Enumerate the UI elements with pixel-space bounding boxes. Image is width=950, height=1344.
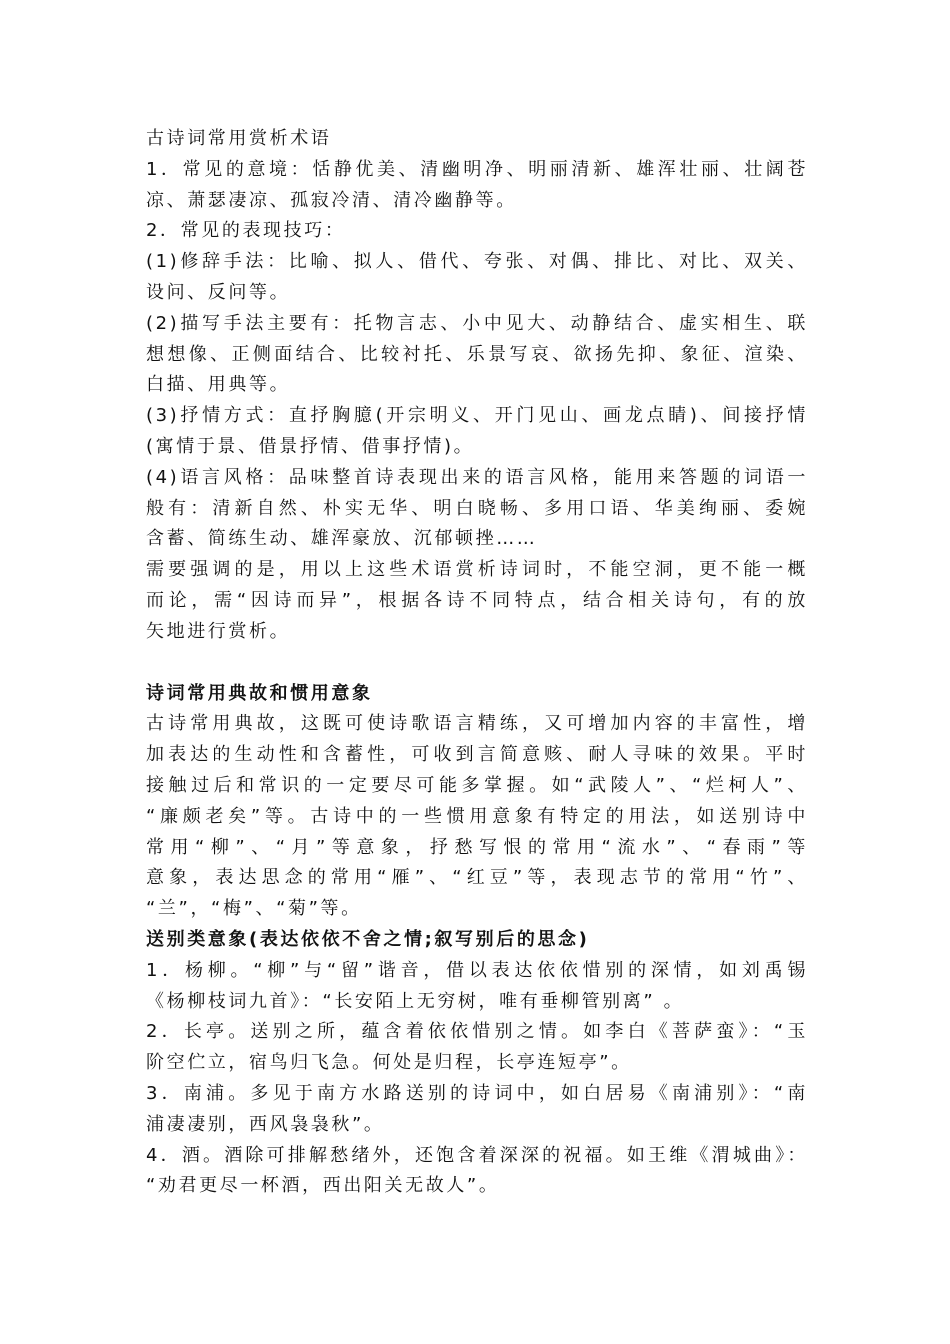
text-line: 设问、反问等。 bbox=[146, 281, 291, 303]
text-line: “廉颇老矣”等。古诗中的一些惯用意象有特定的用法，如送别诗中 bbox=[146, 805, 808, 827]
text-line: (1)修辞手法：比喻、拟人、借代、夸张、对偶、排比、对比、双关、 bbox=[146, 251, 808, 273]
text-line: 阶空伫立，宿鸟归飞急。何处是归程，长亭连短亭”。 bbox=[146, 1052, 632, 1074]
text-line: “劝君更尽一杯酒，西出阳关无故人”。 bbox=[146, 1175, 500, 1197]
section-heading: 送别类意象(表达依依不舍之情;叙写别后的思念) bbox=[146, 928, 590, 950]
text-line: 加表达的生动性和含蓄性，可收到言简意赅、耐人寻味的效果。平时 bbox=[146, 744, 808, 766]
text-line: 常用“柳”、“月”等意象，抒愁写恨的常用“流水”、“春雨”等 bbox=[146, 836, 808, 858]
section-heading: 诗词常用典故和惯用意象 bbox=[146, 682, 373, 704]
text-line: 接触过后和常识的一定要尽可能多掌握。如“武陵人”、“烂柯人”、 bbox=[146, 774, 808, 796]
text-line: 而论，需“因诗而异”，根据各诗不同特点，结合相关诗句，有的放 bbox=[146, 589, 808, 611]
text-line: 4．酒。酒除可排解愁绪外，还饱含着深深的祝福。如王维《渭城曲》： bbox=[146, 1144, 808, 1166]
text-line: 意象，表达思念的常用“雁”、“红豆”等，表现志节的常用“竹”、 bbox=[146, 867, 808, 889]
text-line: 白描、用典等。 bbox=[146, 374, 291, 396]
text-line: 2．常见的表现技巧： bbox=[146, 220, 346, 242]
text-line: 2．长亭。送别之所，蕴含着依依惜别之情。如李白《菩萨蛮》：“玉 bbox=[146, 1021, 808, 1043]
text-line: 1．常见的意境：恬静优美、清幽明净、明丽清新、雄浑壮丽、壮阔苍 bbox=[146, 158, 808, 180]
text-line: 含蓄、简练生动、雄浑豪放、沉郁顿挫…… bbox=[146, 528, 538, 550]
text-line: 想想像、正侧面结合、比较衬托、乐景写哀、欲扬先抑、象征、渲染、 bbox=[146, 343, 808, 365]
text-line: 浦凄凄别，西风袅袅秋”。 bbox=[146, 1113, 385, 1135]
text-line: (3)抒情方式：直抒胸臆(开宗明义、开门见山、画龙点睛)、间接抒情 bbox=[146, 405, 808, 427]
text-line: 矢地进行赏析。 bbox=[146, 620, 291, 642]
text-line: (寓情于景、借景抒情、借事抒情)。 bbox=[146, 435, 475, 457]
text-line: 需要强调的是，用以上这些术语赏析诗词时，不能空洞，更不能一概 bbox=[146, 559, 808, 581]
text-line: (2)描写手法主要有：托物言志、小中见大、动静结合、虚实相生、联 bbox=[146, 312, 808, 334]
text-line: “兰”，“梅”、“菊”等。 bbox=[146, 898, 362, 920]
text-line: (4)语言风格：品味整首诗表现出来的语言风格，能用来答题的词语一 bbox=[146, 466, 808, 488]
text-line: 《杨柳枝词九首》：“长安陌上无穷树，唯有垂柳管别离” 。 bbox=[146, 990, 685, 1012]
text-line: 1．杨柳。“柳”与“留”谐音，借以表达依依惜别的深情，如刘禹锡 bbox=[146, 959, 808, 981]
document-page bbox=[146, 124, 808, 1202]
text-line: 3．南浦。多见于南方水路送别的诗词中，如白居易《南浦别》：“南 bbox=[146, 1082, 808, 1104]
text-line: 般有：清新自然、朴实无华、明白晓畅、多用口语、华美绚丽、委婉 bbox=[146, 497, 808, 519]
paragraph-gap bbox=[146, 648, 808, 679]
text-line: 古诗常用典故，这既可使诗歌语言精练，又可增加内容的丰富性，增 bbox=[146, 713, 808, 735]
text-line: 凉、萧瑟凄凉、孤寂冷清、清冷幽静等。 bbox=[146, 189, 517, 211]
section-title: 古诗词常用赏析术语 bbox=[146, 128, 332, 149]
